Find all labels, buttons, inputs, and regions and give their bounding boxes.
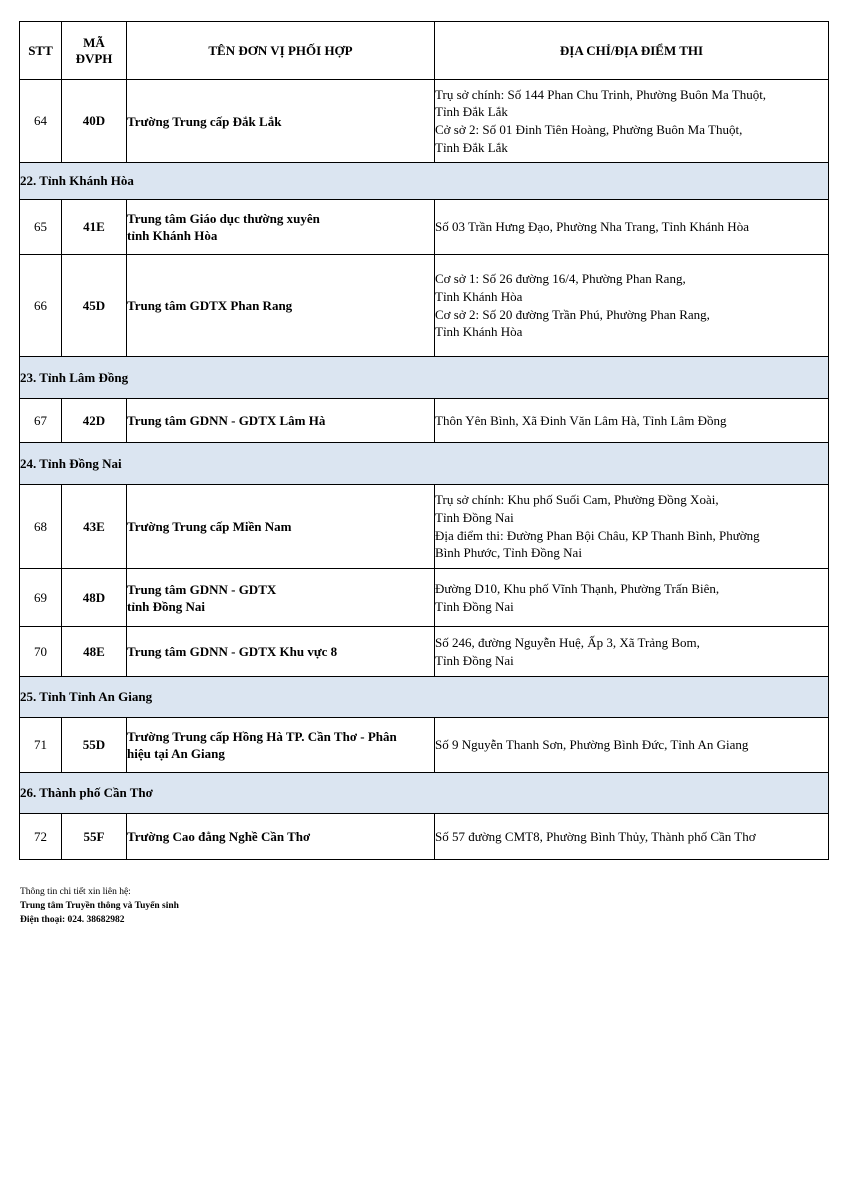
row-code: 55F <box>62 814 127 860</box>
section-row <box>20 443 829 485</box>
table-row <box>20 80 829 163</box>
contact-footer <box>20 885 179 927</box>
section-title: 24. Tỉnh Đồng Nai <box>20 443 829 485</box>
school-name-line: Trung tâm GDNN - GDTX Khu vực 8 <box>127 644 338 659</box>
address-line: Số 9 Nguyễn Thanh Sơn, Phường Bình Đức, Tỉnh An Giang <box>435 737 749 753</box>
address-line: Tỉnh Đồng Nai <box>435 652 514 668</box>
header-name: TÊN ĐƠN VỊ PHỐI HỢP <box>127 22 435 80</box>
row-stt: 66 <box>20 255 62 357</box>
row-address <box>435 718 829 773</box>
row-school-name <box>127 399 435 443</box>
row-code: 48E <box>62 627 127 677</box>
row-school-name <box>127 718 435 773</box>
row-school-name <box>127 200 435 255</box>
schools-table <box>19 21 829 860</box>
address-line: Cơ sở 1: Số 26 đường 16/4, Phường Phan Rang, <box>435 271 686 287</box>
address-line: Tỉnh Đắk Lắk <box>435 139 508 155</box>
address-line: Địa điểm thi: Đường Phan Bội Châu, KP Thanh Bình, Phường <box>435 527 760 543</box>
row-address <box>435 255 829 357</box>
row-address <box>435 485 829 569</box>
table-row <box>20 569 829 627</box>
row-stt: 72 <box>20 814 62 860</box>
school-name-line: Trường Cao đẳng Nghề Cần Thơ <box>127 829 311 844</box>
section-row <box>20 163 829 200</box>
address-line: Số 03 Trần Hưng Đạo, Phường Nha Trang, Tỉnh Khánh Hòa <box>435 219 749 235</box>
address-line: Tỉnh Đồng Nai <box>435 598 514 614</box>
row-code: 41E <box>62 200 127 255</box>
row-address <box>435 627 829 677</box>
row-code: 48D <box>62 569 127 627</box>
section-title: 22. Tỉnh Khánh Hòa <box>20 163 829 200</box>
section-title: 26. Thành phố Cần Thơ <box>20 773 829 814</box>
row-address <box>435 399 829 443</box>
address-line: Tỉnh Đắk Lắk <box>435 104 508 120</box>
school-name-line: Trung tâm GDTX Phan Rang <box>127 298 293 313</box>
address-line: Trụ sở chính: Khu phố Suối Cam, Phường Đồng Xoài, <box>435 492 719 508</box>
table-row <box>20 718 829 773</box>
table-row <box>20 814 829 860</box>
row-address <box>435 569 829 627</box>
section-title: 23. Tỉnh Lâm Đồng <box>20 357 829 399</box>
row-stt: 67 <box>20 399 62 443</box>
header-code-line2: ĐVPH <box>75 50 113 66</box>
row-code: 42D <box>62 399 127 443</box>
school-name-line: Trung tâm GDNN - GDTX <box>127 581 277 597</box>
row-stt: 65 <box>20 200 62 255</box>
school-name-line: Trường Trung cấp Đắk Lắk <box>127 113 282 129</box>
school-name-line: Trung tâm GDNN - GDTX Lâm Hà <box>127 413 326 428</box>
row-address <box>435 80 829 163</box>
address-line: Số 246, đường Nguyễn Huệ, Ấp 3, Xã Trảng Bom, <box>435 634 700 650</box>
row-school-name <box>127 814 435 860</box>
address-line: Tỉnh Đồng Nai <box>435 509 514 525</box>
table-row <box>20 485 829 569</box>
school-name-line: Trường Trung cấp Miền Nam <box>127 519 292 534</box>
school-name-line: tỉnh Đồng Nai <box>127 598 206 614</box>
table-row <box>20 255 829 357</box>
section-row <box>20 677 829 718</box>
address-line: Bình Phước, Tỉnh Đồng Nai <box>435 545 582 561</box>
address-line: Thôn Yên Bình, Xã Đinh Văn Lâm Hà, Tỉnh Lâm Đồng <box>435 412 727 428</box>
row-stt: 70 <box>20 627 62 677</box>
table-row <box>20 200 829 255</box>
school-name-line: Trung tâm Giáo dục thường xuyên <box>127 211 320 226</box>
address-line: Trụ sở chính: Số 144 Phan Chu Trinh, Phường Buôn Ma Thuột, <box>435 86 767 102</box>
row-code: 45D <box>62 255 127 357</box>
row-code: 55D <box>62 718 127 773</box>
row-school-name <box>127 255 435 357</box>
row-address <box>435 200 829 255</box>
header-code <box>62 22 127 80</box>
school-name-line: hiệu tại An Giang <box>127 746 225 761</box>
address-line: Cở sở 2: Số 01 Đinh Tiên Hoàng, Phường Buôn Ma Thuột, <box>435 122 743 137</box>
school-name-line: Trường Trung cấp Hồng Hà TP. Cần Thơ - Phân <box>127 729 397 744</box>
address-line: Cơ sở 2: Số 20 đường Trần Phú, Phường Phan Rang, <box>435 306 710 322</box>
address-line: Số 57 đường CMT8, Phường Bình Thủy, Thành phố Cần Thơ <box>435 828 756 844</box>
section-row <box>20 773 829 814</box>
row-stt: 68 <box>20 485 62 569</box>
row-school-name <box>127 569 435 627</box>
table-body <box>20 80 829 860</box>
row-school-name <box>127 485 435 569</box>
footer-phone: Điện thoại: 024. 38682982 <box>20 915 125 925</box>
section-title: 25. Tỉnh Tỉnh An Giang <box>20 677 829 718</box>
section-row <box>20 357 829 399</box>
header-code-line1: MÃ <box>83 34 105 50</box>
footer-contact-intro: Thông tin chi tiết xin liên hệ: <box>20 887 131 897</box>
school-name-line: tỉnh Khánh Hòa <box>127 228 218 243</box>
table-row <box>20 627 829 677</box>
row-stt: 69 <box>20 569 62 627</box>
row-school-name <box>127 627 435 677</box>
row-stt: 64 <box>20 80 62 163</box>
table-header-row <box>20 22 829 80</box>
header-stt: STT <box>20 22 62 80</box>
row-stt: 71 <box>20 718 62 773</box>
footer-center-name: Trung tâm Truyền thông và Tuyển sinh <box>20 901 179 911</box>
row-school-name <box>127 80 435 163</box>
row-code: 40D <box>62 80 127 163</box>
table-row <box>20 399 829 443</box>
address-line: Đường D10, Khu phố Vĩnh Thạnh, Phường Trấn Biên, <box>435 580 720 596</box>
address-line: Tỉnh Khánh Hòa <box>435 288 523 304</box>
header-address: ĐỊA CHỈ/ĐỊA ĐIỂM THI <box>435 22 829 80</box>
address-line: Tỉnh Khánh Hòa <box>435 324 523 340</box>
row-address <box>435 814 829 860</box>
row-code: 43E <box>62 485 127 569</box>
